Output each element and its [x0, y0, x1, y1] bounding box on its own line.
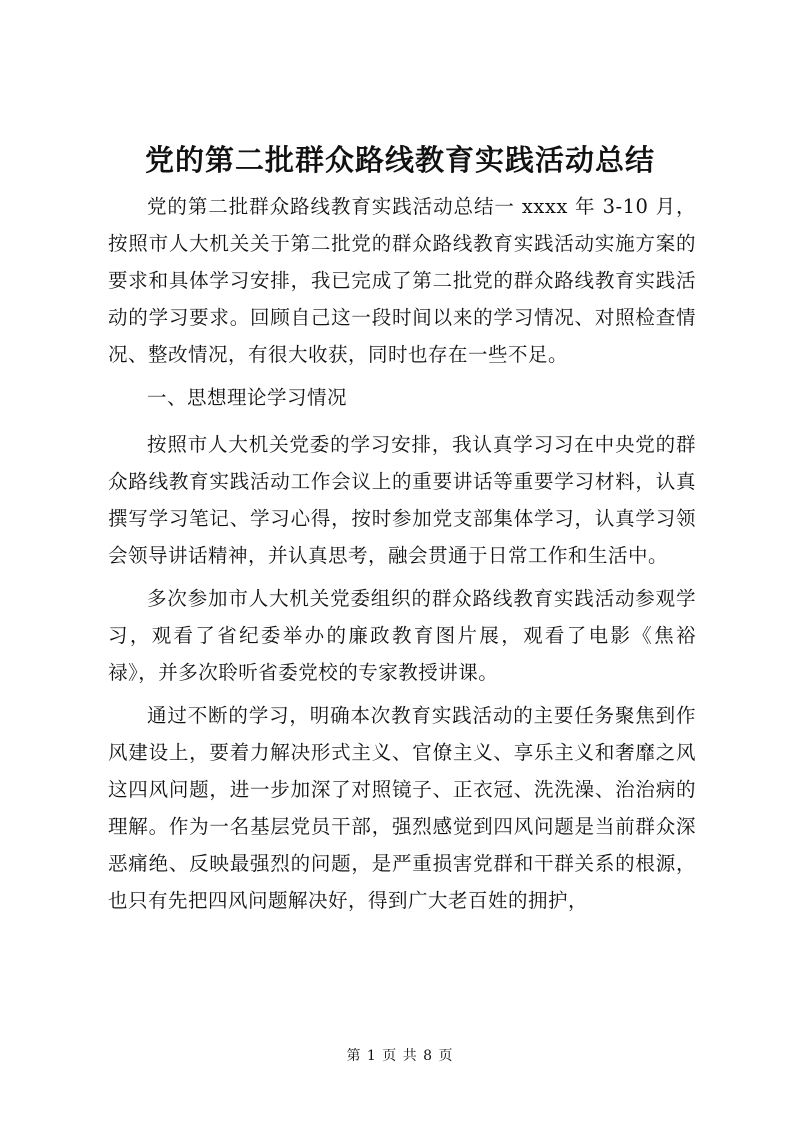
paragraph-study: 按照市人大机关党委的学习安排，我认真学习习在中央党的群众路线教育实践活动工作会议上的重要讲话等重要学习材料，认真撰写学习笔记、学习心得，按时参加党支部集体学习，认真学习领会领导讲话精神，并认真思考，融会贯通于日常工作和生活中。 [108, 433, 696, 567]
paragraph-understanding: 通过不断的学习，明确本次教育实践活动的主要任务聚焦到作风建设上，要着力解决形式主义、官僚主义、享乐主义和奢靡之风这四风问题，进一步加深了对照镜子、正衣冠、洗洗澡、治治病的理解。作为一名基层党员干部，强烈感觉到四风问题是当前群众深恶痛绝、反映最强烈的问题，是严重损害党群和干群关系的根源，也只有先把四风问题解决好，得到广大老百姓的拥护， [108, 704, 696, 912]
page-footer: 第 1 页 共 8 页 [346, 1048, 454, 1064]
paragraph-intro: 党的第二批群众路线教育实践活动总结一 xxxx 年 3-10 月，按照市人大机关关于第二批党的群众路线教育实践活动实施方案的要求和具体学习安排，我已完成了第二批党的群众路线教育实践活动的学习要求。回顾自己这一段时间以来的学习情况、对照检查情况、整改情况，有很大收获，同时也存在一些不足。 [108, 195, 696, 366]
document-body [108, 188, 696, 925]
paragraph-activities: 多次参加市人大机关党委组织的群众路线教育实践活动参观学习，观看了省纪委举办的廉政教育图片展，观看了电影《焦裕禄》，并多次聆听省委党校的专家教授讲课。 [108, 587, 696, 684]
document-title: 党的第二批群众路线教育实践活动总结 [144, 143, 655, 177]
section-heading: 一、思想理论学习情况 [147, 386, 348, 409]
